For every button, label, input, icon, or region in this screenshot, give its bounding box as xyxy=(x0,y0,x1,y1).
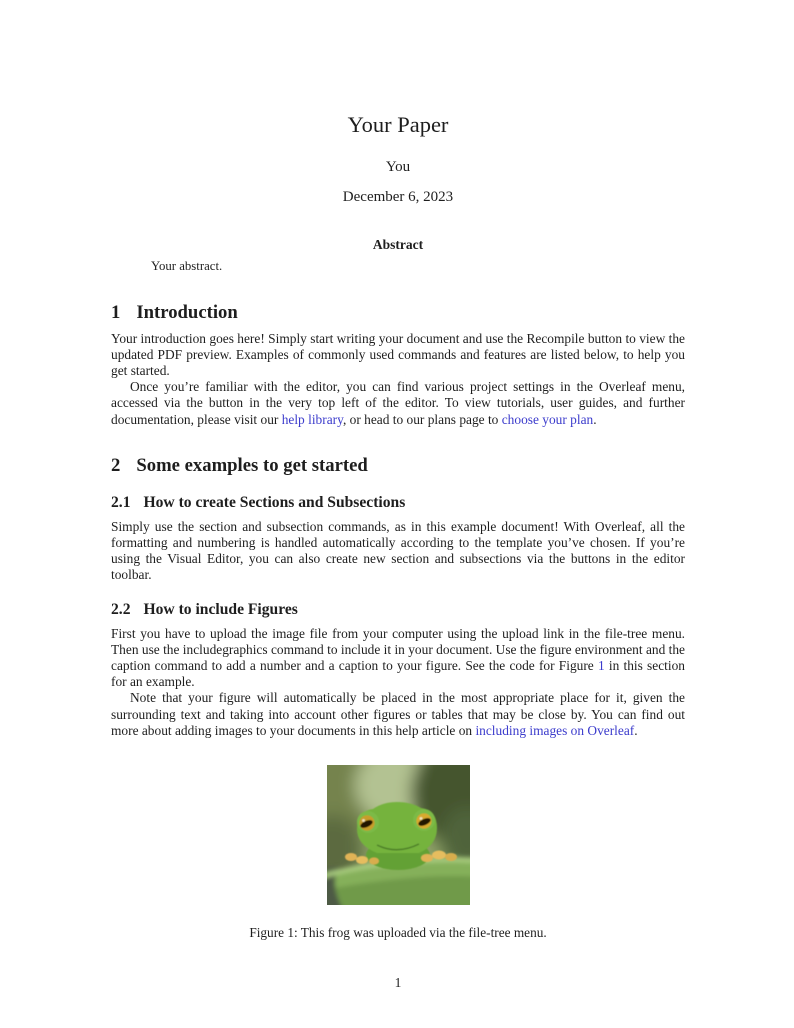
paragraph-figures-1 xyxy=(111,626,685,691)
subsection-title: How to include Figures xyxy=(143,600,298,618)
paragraph-figures-2 xyxy=(111,690,685,739)
subsection-heading-sections xyxy=(111,493,685,512)
text-run: Once you’re familiar with the editor, you can find various project settings in the Overleaf menu, accessed via the button in the very top left of the editor. To view tutorials, user guides, and further documentation, please visit our xyxy=(111,379,685,427)
figure-caption: Figure 1: This frog was uploaded via the file-tree menu. xyxy=(249,924,547,940)
page-content xyxy=(111,0,685,941)
text-run: , or head to our plans page to xyxy=(342,411,502,427)
text-run: Note that your figure will automatically be placed in the most appropriate place for it, given the surrounding text and taking into account other figures or tables that may be close by. You can find out more about adding images to your documents in this help article on xyxy=(111,690,685,738)
section-number: 1 xyxy=(111,301,121,323)
subsection-title: How to create Sections and Subsections xyxy=(143,493,406,511)
text-run: First you have to upload the image file from your computer using the upload link in the file-tree menu. Then use the includegraphics command to include it in your document. Use the figure environment and the caption command to add a number and a caption to your figure. See the code for Figure xyxy=(111,625,685,673)
section-title: Introduction xyxy=(136,301,238,323)
figure-1-reference-link[interactable]: 1 xyxy=(597,657,605,673)
including-images-link[interactable]: including images on Overleaf xyxy=(475,722,635,738)
subsection-heading-figures xyxy=(111,600,685,619)
section-heading-introduction xyxy=(111,301,685,324)
section-number: 2 xyxy=(111,454,121,476)
subsection-number: 2.2 xyxy=(111,600,131,618)
help-library-link[interactable]: help library xyxy=(281,411,343,427)
paper-date: December 6, 2023 xyxy=(342,189,454,205)
abstract-heading: Abstract xyxy=(372,237,424,252)
frog-photo xyxy=(327,765,470,905)
section-title: Some examples to get started xyxy=(136,454,368,476)
choose-your-plan-link[interactable]: choose your plan xyxy=(501,411,594,427)
page-number: 1 xyxy=(394,975,402,990)
paragraph-intro-1: Your introduction goes here! Simply start writing your document and use the Recompile button to view the updated PDF preview. Examples of commonly used commands and features are listed below, to help you get started. xyxy=(111,330,685,378)
paragraph-sections-1: Simply use the section and subsection commands, as in this example document! With Overleaf, all the formatting and numbering is handled automatically according to the template you’ve chosen. If you’re using the Visual Editor, you can also create new section and subsections via the buttons in the editor toolbar. xyxy=(111,518,685,583)
text-run: in this section for an example. xyxy=(111,657,685,690)
abstract-text: Your abstract. xyxy=(151,259,223,273)
paper-title: Your Paper xyxy=(347,112,449,137)
paper-author: You xyxy=(385,159,411,175)
section-heading-examples xyxy=(111,454,685,477)
text-run: . xyxy=(634,722,638,738)
subsection-number: 2.1 xyxy=(111,493,131,511)
paragraph-intro-2 xyxy=(111,379,685,428)
figure-1 xyxy=(111,765,685,941)
text-run: . xyxy=(593,411,597,427)
